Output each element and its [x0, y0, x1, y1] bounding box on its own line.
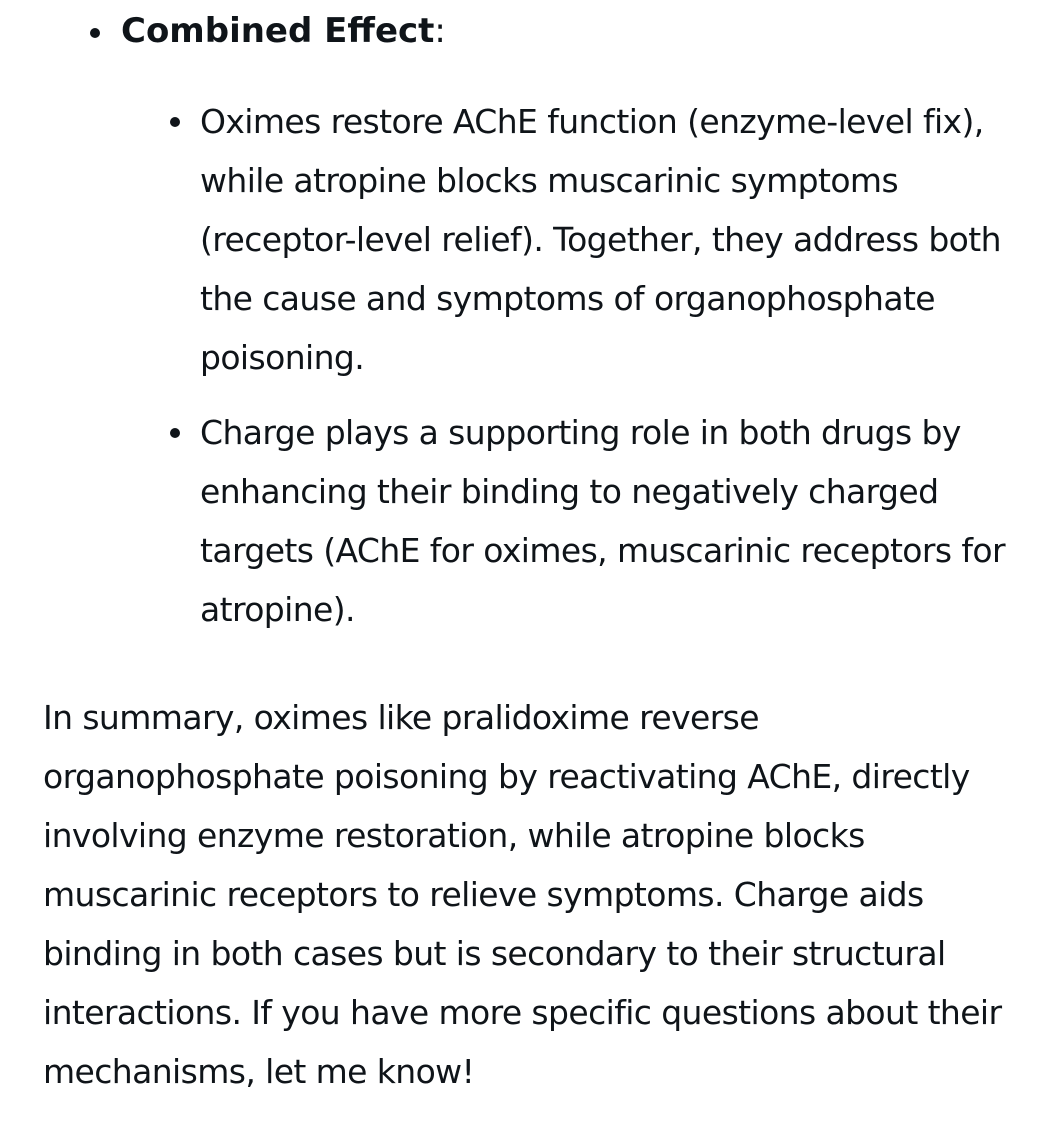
- sub-list-item: Oximes restore AChE function (enzyme-level fix), while atropine blocks muscarinic symptoms (receptor-level relief). Together, they address both the cause and symptoms of organophosphate poisoning.: [200, 102, 1001, 377]
- sub-bullet-dot: [170, 117, 180, 127]
- heading-colon: :: [434, 11, 446, 51]
- combined-effect-heading: [121, 2, 446, 61]
- heading-bold: Combined Effect: [121, 11, 435, 51]
- summary-paragraph: In summary, oximes like pralidoxime reverse organophosphate poisoning by reactivating AChE, directly involving enzyme restoration, while atropine blocks muscarinic receptors to relieve symptoms. Charge aids binding in both cases but is secondary to their structural interactions. If you have more specific questions about their mechanisms, let me know!: [43, 698, 1002, 1091]
- sub-bullet-dot: [170, 428, 180, 438]
- bullet-dot: [90, 28, 100, 38]
- sub-list-item: Charge plays a supporting role in both drugs by enhancing their binding to negatively charged targets (AChE for oximes, muscarinic receptors for atropine).: [200, 413, 1005, 629]
